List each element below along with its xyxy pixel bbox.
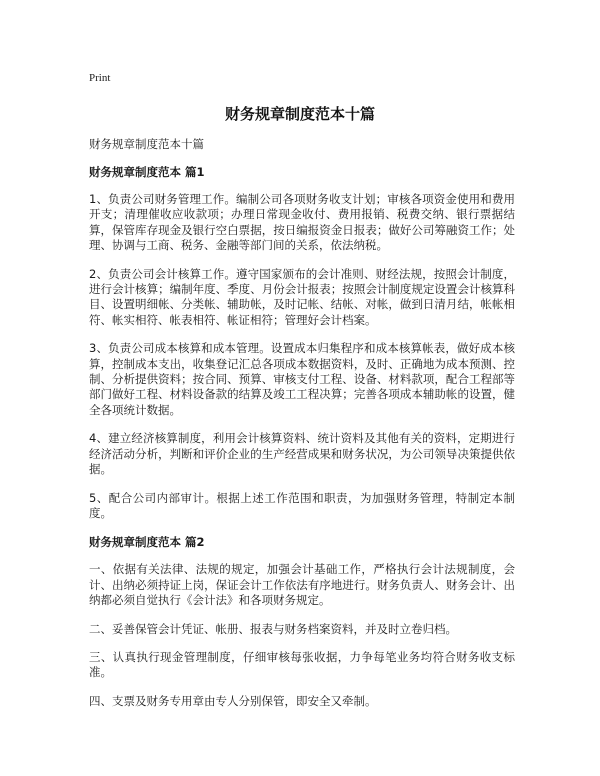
paragraph: 一、依据有关法律、法规的规定，加强会计基础工作，严格执行会计法规制度，会计、出纳必须持证上岗，保证会计工作依法有序地进行。财务负责人、财务会计、出纳都必须自觉执行《会计法》和各项财务规定。 bbox=[89, 562, 515, 608]
section-heading: 财务规章制度范本 篇1 bbox=[89, 165, 205, 179]
paragraph: 四、支票及财务专用章由专人分别保管，即安全又牵制。 bbox=[89, 693, 377, 708]
paragraph: 三、认真执行现金管理制度，仔细审核每张收据，力争每笔业务均符合财务收支标准。 bbox=[89, 649, 515, 680]
section-2 bbox=[89, 534, 600, 709]
paragraph: 二、妥善保管会计凭证、帐册、报表与财务档案资料，并及时立卷归档。 bbox=[89, 621, 457, 636]
paragraph: 5、配合公司内部审计。根据上述工作范围和职责，为加强财务管理，特制定本制度。 bbox=[89, 490, 515, 520]
document-subtitle: 财务规章制度范本十篇 bbox=[89, 137, 204, 151]
paragraph: 1、负责公司财务管理工作。编制公司各项财务收支计划；审核各项资金使用和费用开支；清理催收应收款项；办理日常现金收付、费用报销、税费交纳、银行票据结算，保管库存现金及银行空白票据，按日编报资金日报表；做好公司筹融资工作；处理、协调与工商、税务、金融等部门间的关系，依法纳税。 bbox=[89, 192, 515, 253]
section-heading: 财务规章制度范本 篇2 bbox=[89, 535, 205, 550]
paragraph: 2、负责公司会计核算工作。遵守国家颁布的会计准则、财经法规，按照会计制度，进行会计核算；编制年度、季度、月份会计报表；按照会计制度规定设置会计核算科目、设置明细帐、分类帐、辅助帐，及时记帐、结帐、对帐，做到日清月结，帐帐相符、帐实相符、帐表相符、帐证相符；管理好会计档案。 bbox=[89, 266, 515, 327]
print-label: Print bbox=[89, 72, 111, 84]
paragraph: 3、负责公司成本核算和成本管理。设置成本归集程序和成本核算帐表，做好成本核算，控制成本支出，收集登记汇总各项成本数据资料，及时、正确地为成本预测、控制、分析提供资料；按合同、预算、审核支付工程、设备、材料款项，配合工程部等部门做好工程、材料设备款的结算及竣工工程决算；完善各项成本辅助帐的设置，健全各项统计数据。 bbox=[89, 341, 515, 417]
page-title: 财务规章制度范本十篇 bbox=[224, 105, 375, 123]
section-1 bbox=[89, 164, 600, 521]
paragraph: 4、建立经济核算制度，利用会计核算资料、统计资料及其他有关的资料，定期进行经济活动分析，判断和评价企业的生产经营成果和财务状况，为公司领导决策提供依据。 bbox=[89, 431, 515, 477]
